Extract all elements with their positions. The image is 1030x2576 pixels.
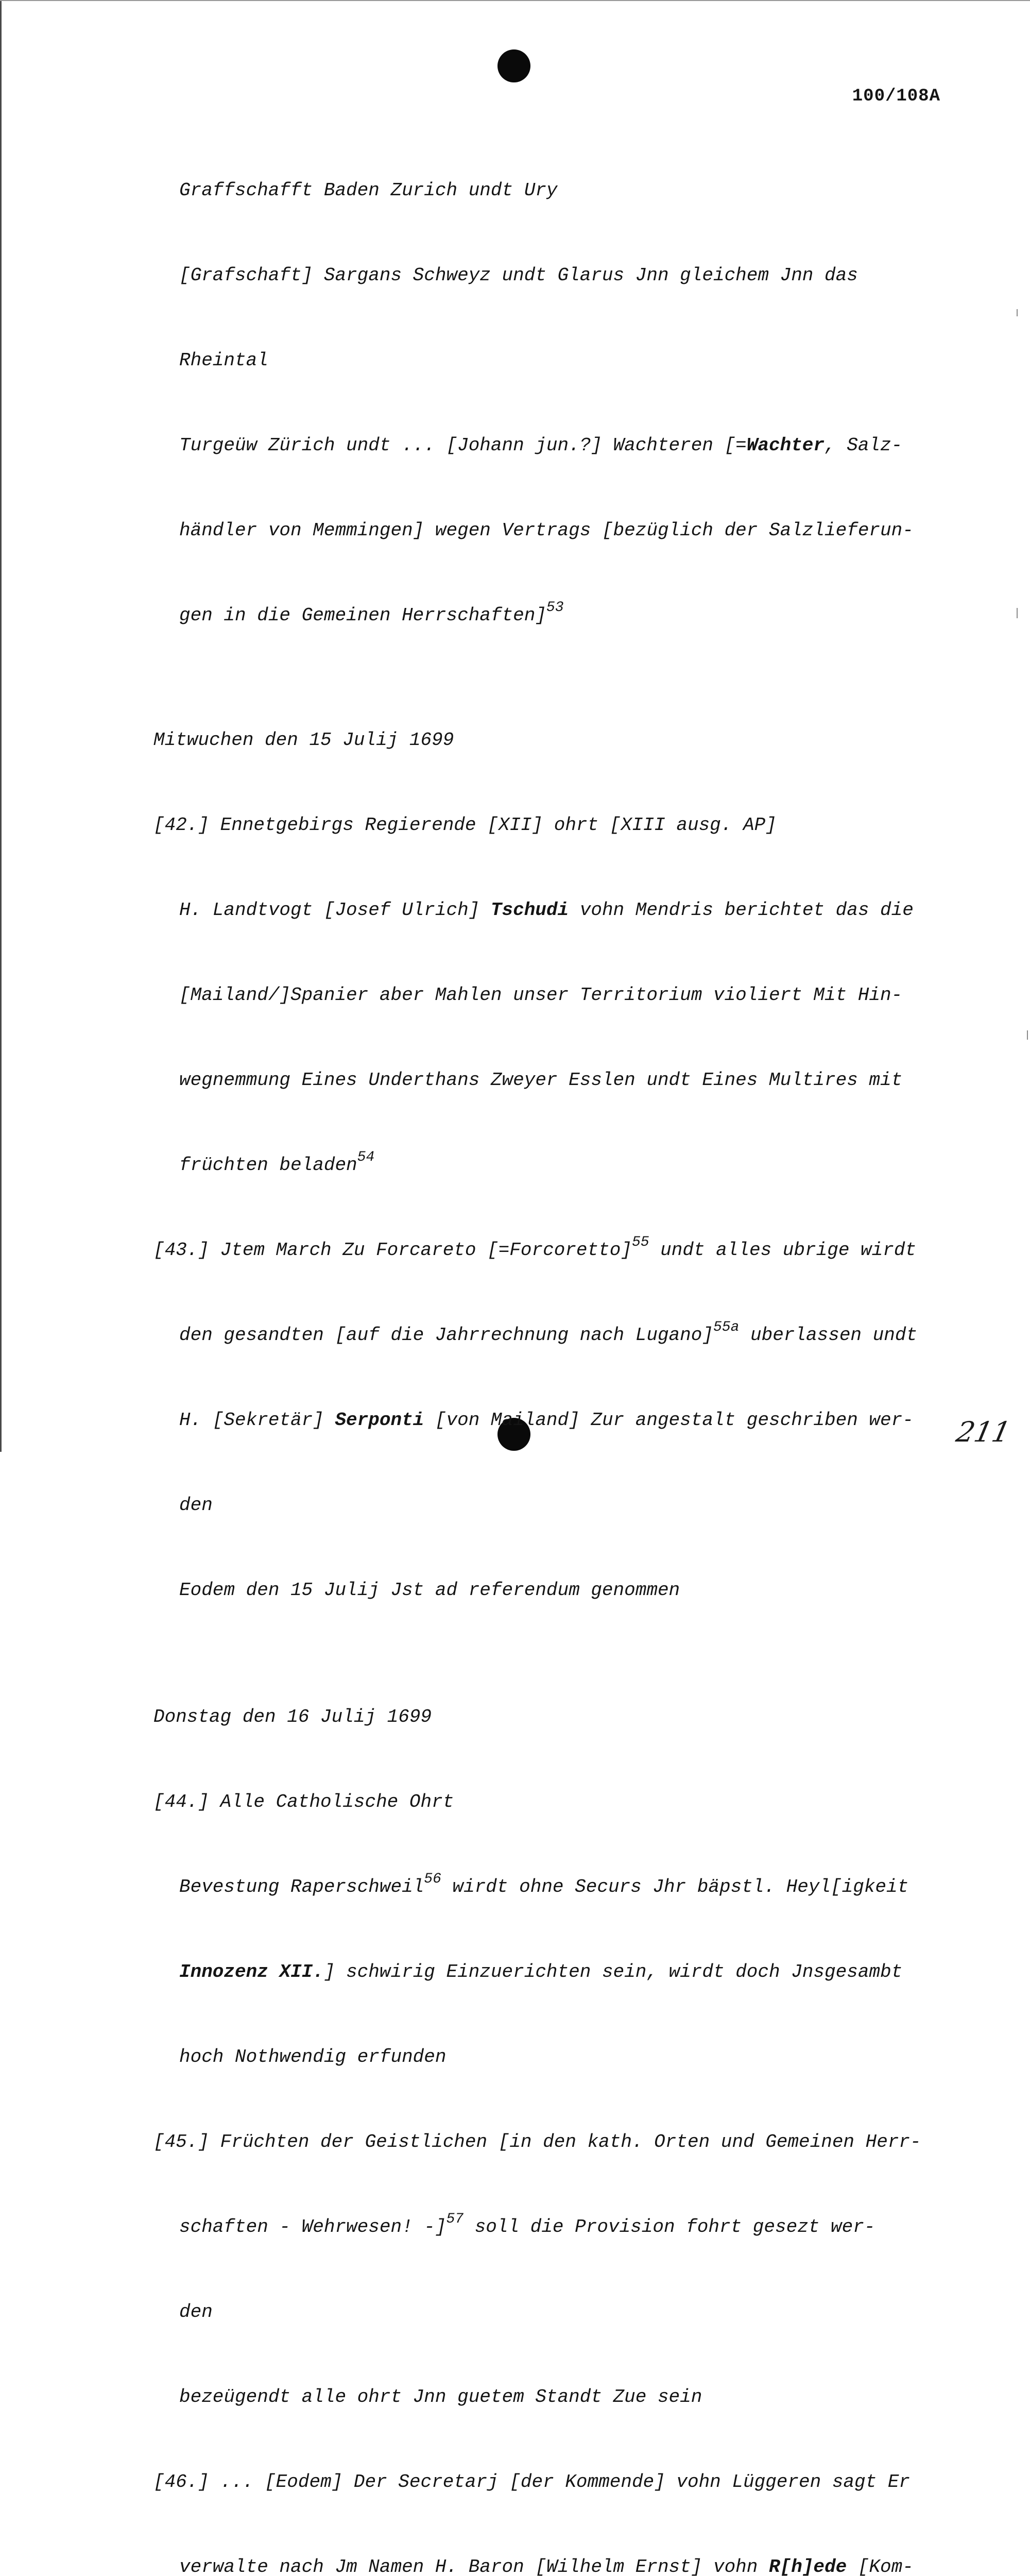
text-line: Graffschafft Baden Zurich undt Ury <box>179 180 558 201</box>
text-line: gen in die Gemeinen Herrschaften]$^{53}$ <box>179 600 564 626</box>
entry-heading: [46.] ... [Eodem] Der Secretarj [der Kommende] vohn Lüggeren sagt Er <box>153 2471 911 2493</box>
bold-name: Innozenz XII. <box>179 1961 324 1982</box>
text-line: schaften - Wehrwesen! -]$^{57}$ soll die Provision fohrt gesezt wer- <box>179 2211 876 2238</box>
entry-heading: [42.] Ennetgebirgs Regierende [XII] ohrt [XIII ausg. AP] <box>153 815 777 836</box>
text-line: Innozenz XII.] schwirig Einzuerichten sein, wirdt doch Jnsgesambt <box>179 1961 903 1982</box>
bold-name: R[h]ede <box>769 2556 847 2576</box>
footnote-ref: 55a <box>713 1319 740 1335</box>
footnote-ref: 54 <box>357 1149 375 1165</box>
bold-name: Serponti <box>335 1410 424 1431</box>
text-line: H. [Sekretär] Serponti [von Mailand] Zur angestalt geschriben wer- <box>179 1410 914 1431</box>
text-line: Rheintal <box>179 350 268 371</box>
bold-name: Wachter <box>746 435 825 456</box>
text-line: wegnemmung Eines Underthans Zweyer Esslen undt Eines Multires mit <box>179 1070 903 1091</box>
text-line: händler von Memmingen] wegen Vertrags [bezüglich der Salzlieferun- <box>179 520 914 541</box>
bold-name: Tschudi <box>490 900 569 921</box>
text-line: den gesandten [auf die Jahrrechnung nach Lugano]$^{55a}$ uberlassen undt <box>179 1319 918 1346</box>
text-line: Eodem den 15 Julij Jst ad referendum genommen <box>179 1580 680 1601</box>
text-line: hoch Nothwendig erfunden <box>179 2046 447 2067</box>
text-line: den <box>179 2301 213 2323</box>
scan-top-edge <box>0 0 1030 1</box>
text-line: [Grafschaft] Sargans Schweyz undt Glarus Jnn gleichem Jnn das <box>179 265 858 286</box>
text-line: Turgeüw Zürich undt ... [Johann jun.?] Wachteren [=Wachter, Salz- <box>179 435 903 456</box>
text-line: früchten beladen$^{54}$ <box>179 1149 375 1176</box>
page-reference: 100/108A <box>852 87 940 106</box>
entry-heading: [44.] Alle Catholische Ohrt <box>153 1791 454 1812</box>
text-line: verwalte nach Jm Namen H. Baron [Wilhelm Ernst] vohn R[h]ede [Kom- <box>0 2553 1030 2576</box>
footnote-ref: 55 <box>631 1234 649 1250</box>
text-line: [Mailand/]Spanier aber Mahlen unser Territorium violiert Mit Hin- <box>179 985 903 1006</box>
text-line: den <box>179 1495 213 1516</box>
entry-heading: [45.] Früchten der Geistlichen [in den kath. Orten und Gemeinen Herr- <box>153 2131 921 2153</box>
entry-heading: [43.] Jtem March Zu Forcareto [=Forcoretto]$^{55}$ undt alles ubrige wirdt <box>153 1234 917 1261</box>
footnote-ref: 57 <box>446 2211 464 2227</box>
footnote-ref: 56 <box>424 1871 441 1887</box>
document-body <box>0 120 1030 2576</box>
folio-signature: 211 <box>953 1416 1014 1448</box>
text-line: bezeügendt alle ohrt Jnn guetem Standt Zue sein <box>179 2386 702 2408</box>
text-line: H. Landtvogt [Josef Ulrich] Tschudi vohn Mendris berichtet das die <box>179 900 914 921</box>
date-heading: Mitwuchen den 15 Julij 1699 <box>153 730 454 751</box>
date-heading: Donstag den 16 Julij 1699 <box>153 1706 432 1727</box>
footnote-ref: 53 <box>546 600 564 616</box>
punch-hole-top <box>497 49 530 82</box>
text-line: Bevestung Raperschweil$^{56}$ wirdt ohne Securs Jhr bäpstl. Heyl[igkeit <box>179 1871 909 1897</box>
